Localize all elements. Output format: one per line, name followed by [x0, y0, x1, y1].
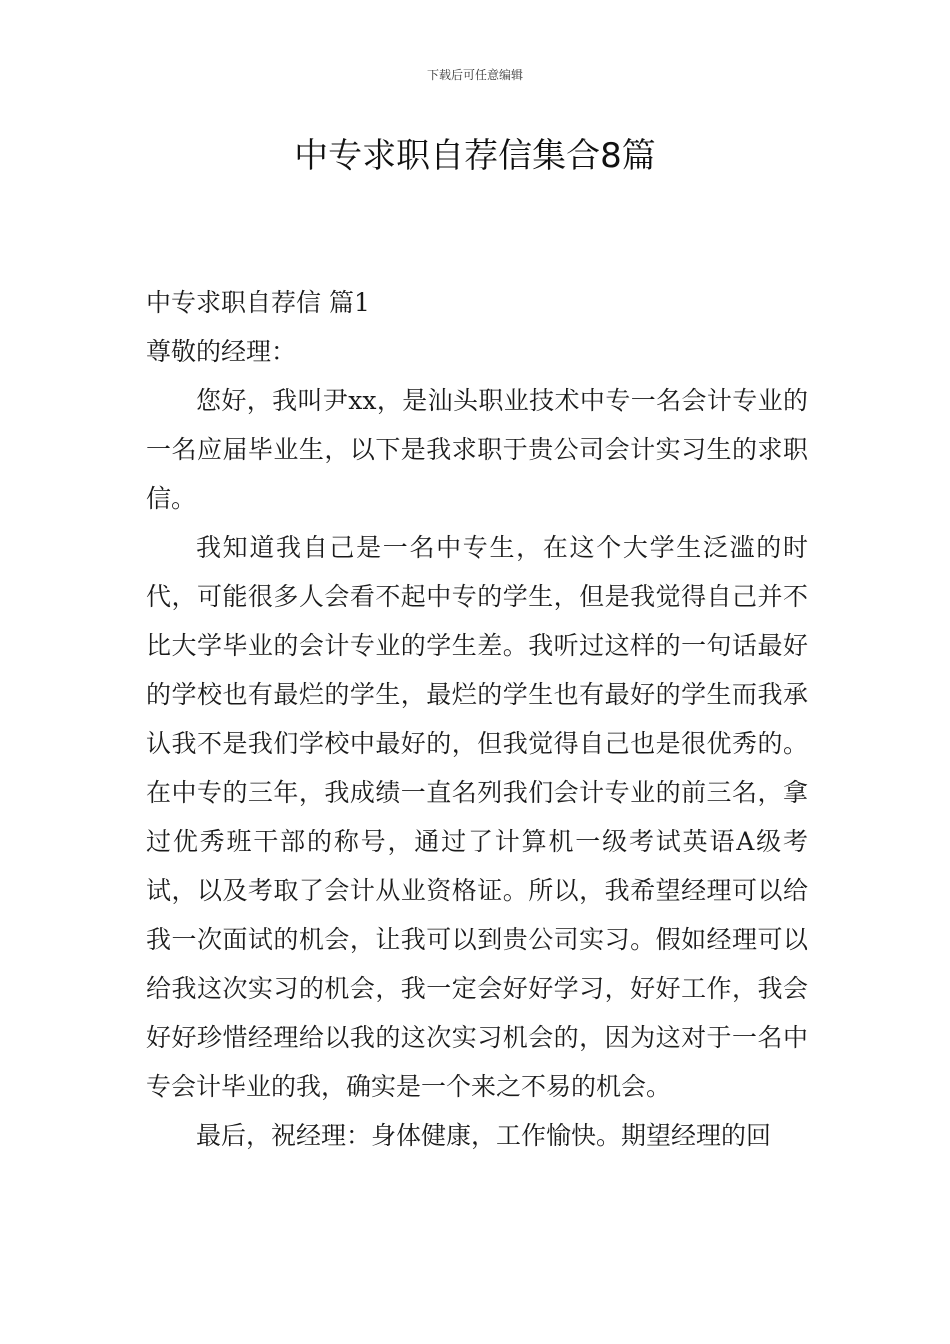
paragraph-closing: 最后，祝经理：身体健康，工作愉快。期望经理的回 — [196, 1121, 772, 1150]
section-heading: 中专求职自荐信 篇1 — [146, 288, 370, 317]
header-note: 下载后可任意编辑 — [426, 68, 523, 82]
paragraph-intro: 您好，我叫尹xx，是汕头职业技术中专一名会计专业的一名应届毕业生，以下是我求职于贵公司会计实习生的求职信。 — [146, 386, 808, 513]
salutation: 尊敬的经理： — [146, 337, 297, 366]
paragraph-main: 我知道我自己是一名中专生，在这个大学生泛滥的时代，可能很多人会看不起中专的学生，但是我觉得自己并不比大学毕业的会计专业的学生差。我听过这样的一句话最好的学校也有最烂的学生，最烂的学生也有最好的学生而我承认我不是我们学校中最好的，但我觉得自己也是很优秀的。在中专的三年，我成绩一直名列我们会计专业的前三名，拿过优秀班干部的称号，通过了计算机一级考试英语A级考试，以及考取了会计从业资格证。所以，我希望经理可以给我一次面试的机会，让我可以到贵公司实习。假如经理可以给我这次实习的机会，我一定会好好学习，好好工作，我会好好珍惜经理给以我的这次实习机会的，因为这对于一名中专会计毕业的我，确实是一个来之不易的机会。 — [146, 533, 808, 1101]
document-body — [146, 278, 808, 1160]
document-title: 中专求职自荐信集合8篇 — [294, 136, 656, 176]
